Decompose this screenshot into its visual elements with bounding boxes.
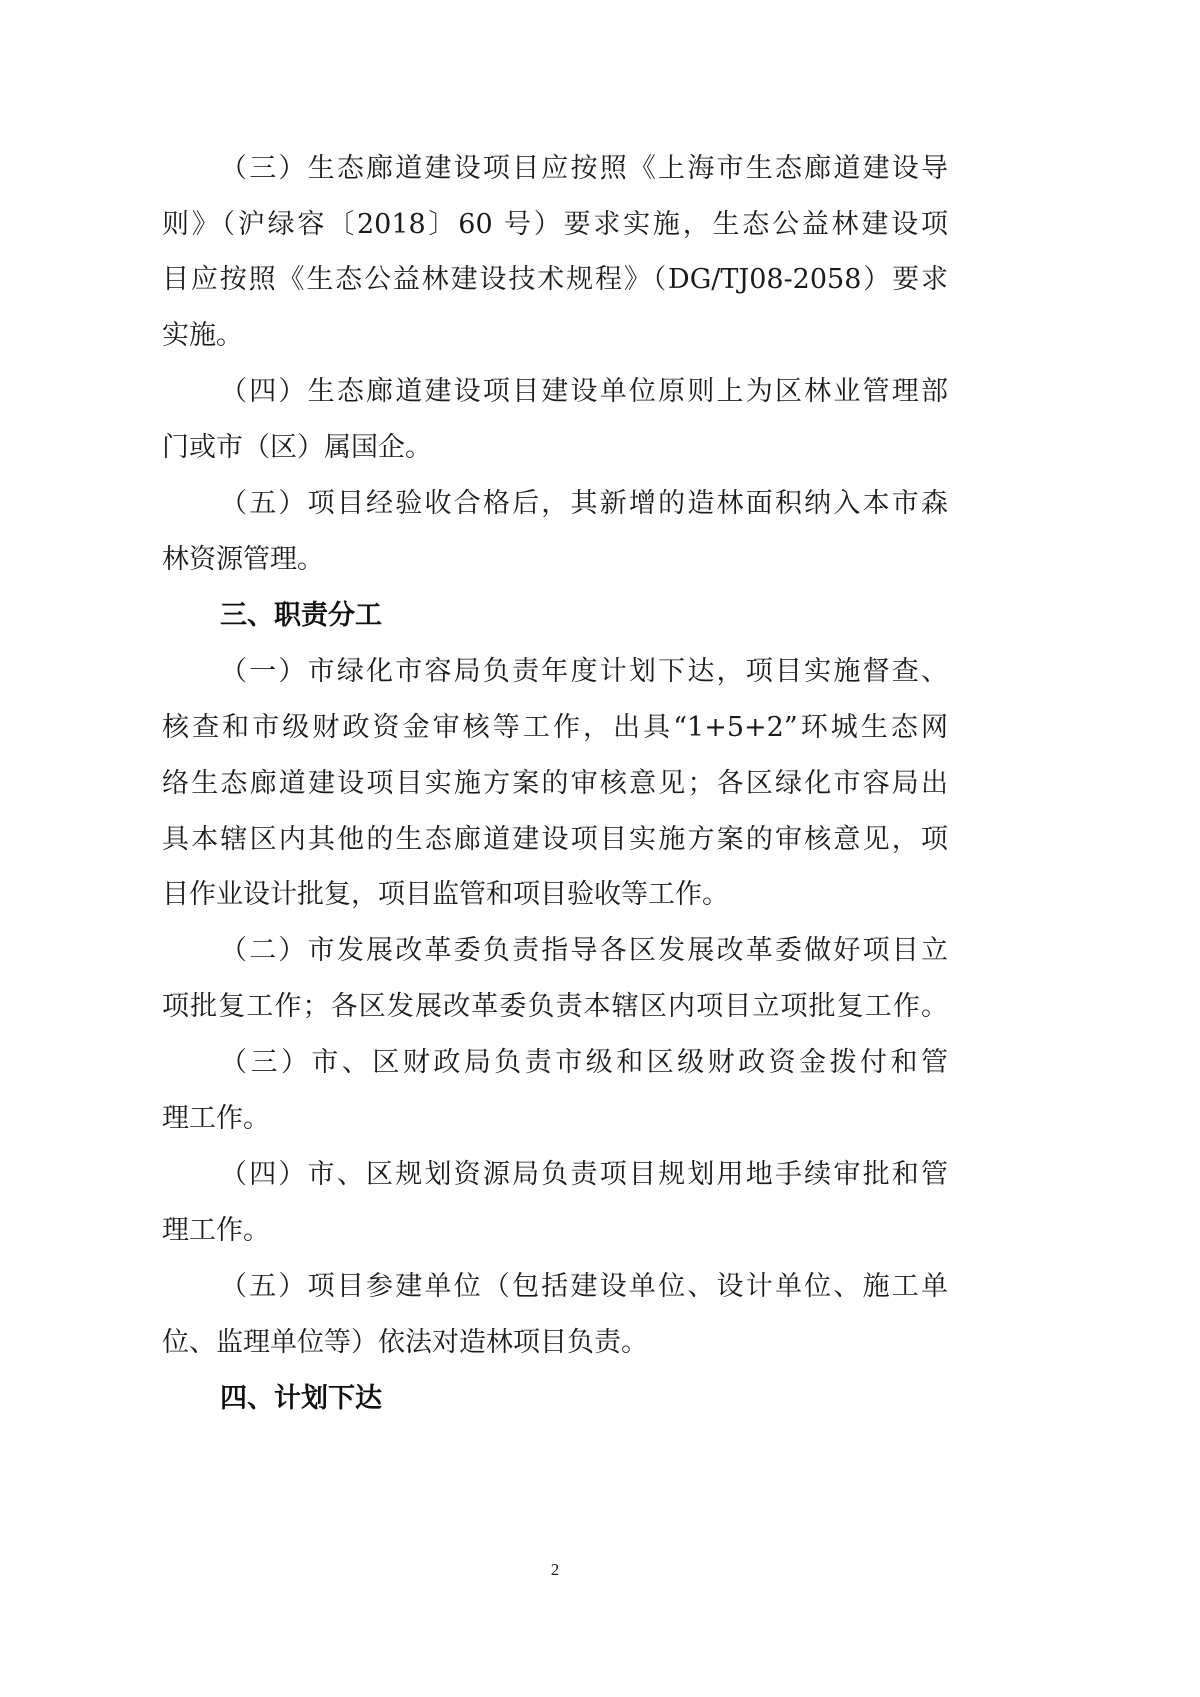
section-heading: 四、计划下达 — [220, 1383, 382, 1414]
paragraph-line: 实施。 — [162, 320, 243, 351]
paragraph-line: 项批复工作；各区发展改革委负责本辖区内项目立项批复工作。 — [162, 991, 948, 1022]
paragraph-line: （一）市绿化市容局负责年度计划下达，项目实施督查、 — [220, 656, 948, 687]
paragraph-line: （三）生态廊道建设项目应按照《上海市生态廊道建设导 — [220, 153, 948, 184]
paragraph-line: （四）市、区规划资源局负责项目规划用地手续审批和管 — [220, 1159, 948, 1190]
paragraph-line: 则》（沪绿容〔2018〕60 号）要求实施，生态公益林建设项 — [162, 209, 948, 240]
paragraph-line: （四）生态廊道建设项目建设单位原则上为区林业管理部 — [220, 376, 948, 407]
paragraph-line: 林资源管理。 — [162, 544, 324, 575]
paragraph-line: （二）市发展改革委负责指导各区发展改革委做好项目立 — [220, 935, 948, 966]
paragraph-line: 核查和市级财政资金审核等工作，出具“1+5+2”环城生态网 — [162, 712, 948, 743]
section-heading: 三、职责分工 — [220, 600, 382, 631]
paragraph-line: （五）项目经验收合格后，其新增的造林面积纳入本市森 — [220, 488, 948, 519]
paragraph-line: 理工作。 — [162, 1103, 270, 1134]
paragraph-line: （三）市、区财政局负责市级和区级财政资金拨付和管 — [220, 1047, 948, 1078]
paragraph-line: 目应按照《生态公益林建设技术规程》（DG/TJ08-2058）要求 — [162, 264, 948, 295]
paragraph-line: 目作业设计批复，项目监管和项目验收等工作。 — [162, 879, 729, 910]
paragraph-line: （五）项目参建单位（包括建设单位、设计单位、施工单 — [220, 1271, 948, 1302]
paragraph-line: 门或市（区）属国企。 — [162, 432, 432, 463]
paragraph-line: 理工作。 — [162, 1215, 270, 1246]
paragraph-line: 具本辖区内其他的生态廊道建设项目实施方案的审核意见，项 — [162, 824, 948, 855]
paragraph-line: 络生态廊道建设项目实施方案的审核意见；各区绿化市容局出 — [162, 768, 948, 799]
page-number: 2 — [550, 1560, 560, 1579]
paragraph-line: 位、监理单位等）依法对造林项目负责。 — [162, 1327, 648, 1358]
